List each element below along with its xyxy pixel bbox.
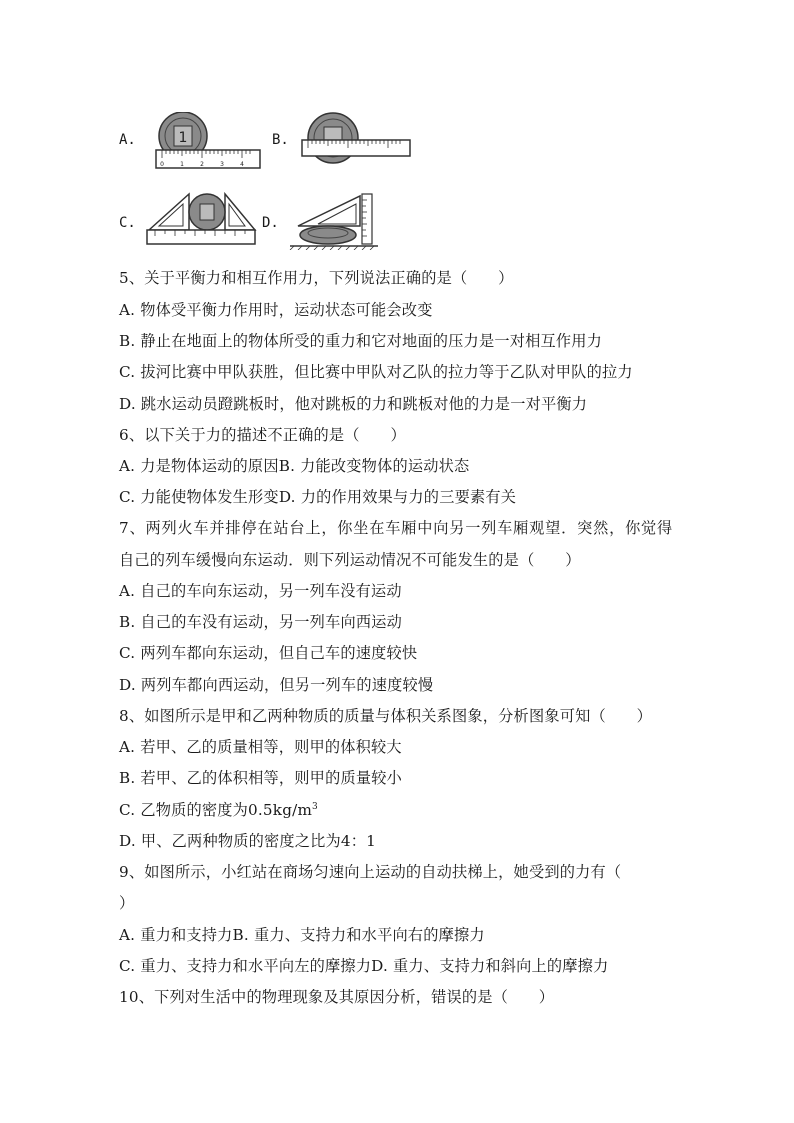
- question-9-stem-continued: ）: [119, 894, 135, 912]
- cubic-superscript: 3: [312, 802, 318, 812]
- svg-text:1: 1: [178, 130, 188, 146]
- ruler-tick-label: 1: [180, 161, 184, 168]
- question-7-option-c[interactable]: C. 两列车都向东运动，但自己车的速度较快: [119, 644, 418, 662]
- question-5-option-c[interactable]: C. 拔河比赛中甲队获胜，但比赛中甲队对乙队的拉力等于乙队对甲队的拉力: [119, 363, 633, 381]
- triangle-ruler-figure-c: [145, 190, 257, 246]
- ruler-tick-label: 0: [160, 161, 164, 168]
- ruler-tick-label: 2: [200, 161, 204, 168]
- triangle-ruler-figure-d: [288, 192, 380, 250]
- option-b-label[interactable]: B.: [272, 132, 289, 148]
- option-c-text: C. 乙物质的密度为0.5kg/m: [119, 801, 313, 819]
- ruler-tick-label: 4: [240, 161, 244, 168]
- question-7-stem-continued: 自己的列车缓慢向东运动．则下列运动情况不可能发生的是（ ）: [119, 551, 581, 569]
- question-7-option-d[interactable]: D. 两列车都向西运动，但另一列车的速度较慢: [119, 676, 434, 694]
- question-5-option-a[interactable]: A. 物体受平衡力作用时，运动状态可能会改变: [119, 301, 433, 319]
- option-d-label[interactable]: D.: [262, 215, 279, 231]
- question-9-options-ab[interactable]: A. 重力和支持力B. 重力、支持力和水平向右的摩擦力: [119, 926, 485, 944]
- question-6-options-cd[interactable]: C. 力能使物体发生形变D. 力的作用效果与力的三要素有关: [119, 488, 517, 506]
- question-7-stem: 7、两列火车并排停在站台上，你坐在车厢中向另一列车厢观望．突然，你觉得: [119, 519, 674, 537]
- option-a-label[interactable]: A.: [119, 132, 136, 148]
- question-8-option-b[interactable]: B. 若甲、乙的体积相等，则甲的质量较小: [119, 769, 403, 787]
- coin-ruler-figure-b: [300, 112, 412, 164]
- question-8-stem: 8、如图所示是甲和乙两种物质的质量与体积关系图象，分析图象可知（ ）: [119, 707, 653, 725]
- question-5-stem: 5、关于平衡力和相互作用力，下列说法正确的是（ ）: [119, 269, 514, 287]
- question-8-option-c[interactable]: [119, 800, 318, 820]
- question-8-option-a[interactable]: A. 若甲、乙的质量相等，则甲的体积较大: [119, 738, 402, 756]
- question-5-option-d[interactable]: D. 跳水运动员蹬跳板时，他对跳板的力和跳板对他的力是一对平衡力: [119, 395, 588, 413]
- question-9-stem: 9、如图所示，小红站在商场匀速向上运动的自动扶梯上，她受到的力有（: [119, 863, 622, 881]
- question-6-stem: 6、以下关于力的描述不正确的是（ ）: [119, 426, 406, 444]
- question-8-option-d[interactable]: D. 甲、乙两种物质的密度之比为4：1: [119, 832, 377, 850]
- ruler-tick-label: 3: [220, 161, 224, 168]
- question-7-option-a[interactable]: A. 自己的车向东运动，另一列车没有运动: [119, 582, 402, 600]
- option-c-label[interactable]: C.: [119, 215, 136, 231]
- question-5-option-b[interactable]: B. 静止在地面上的物体所受的重力和它对地面的压力是一对相互作用力: [119, 332, 603, 350]
- question-6-options-ab[interactable]: A. 力是物体运动的原因B. 力能改变物体的运动状态: [119, 457, 470, 475]
- question-9-options-cd[interactable]: C. 重力、支持力和水平向左的摩擦力D. 重力、支持力和斜向上的摩擦力: [119, 957, 609, 975]
- question-7-option-b[interactable]: B. 自己的车没有运动，另一列车向西运动: [119, 613, 403, 631]
- coin-ruler-figure-a: [152, 112, 264, 170]
- question-10-stem: 10、下列对生活中的物理现象及其原因分析，错误的是（ ）: [119, 988, 555, 1006]
